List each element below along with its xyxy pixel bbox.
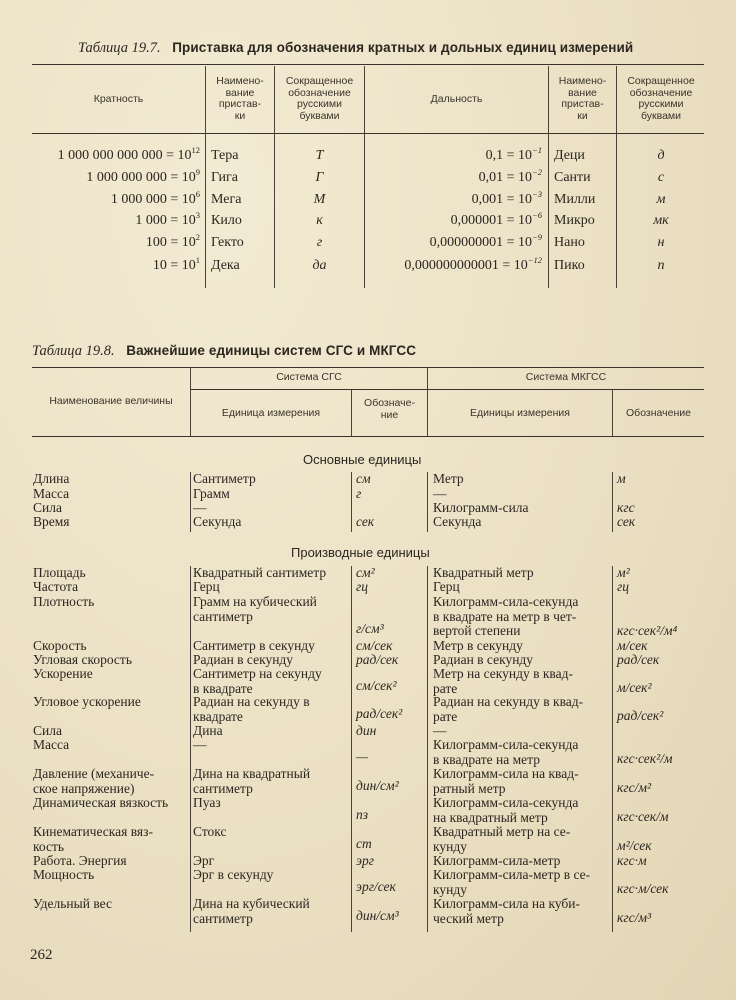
table-19-8-top-rule: [32, 367, 704, 368]
fraction-value: 0,000000001 = 10: [429, 235, 532, 250]
mkgss-unit: Квадратный метр на се- кунду: [433, 824, 571, 854]
prefix-abbr-2-cell: [617, 170, 705, 186]
cgs-unit: Дина: [193, 723, 223, 738]
mkgss-symbol: кгс/м³: [617, 910, 651, 925]
section-basic-units: Основные единицы: [303, 452, 422, 467]
fraction-exponent: −1: [532, 145, 542, 155]
fraction-exponent: −3: [532, 189, 542, 199]
quantity-name: Масса: [33, 737, 70, 752]
mkgss-symbol: рад/сек²: [617, 708, 664, 723]
multiplicity-exponent: 1: [195, 255, 200, 265]
fraction-cell: [360, 210, 542, 229]
mkgss-symbol: кгс·м: [617, 853, 647, 868]
prefix-abbreviation: Т: [315, 148, 324, 163]
fraction-value: 0,001 = 10: [471, 192, 532, 207]
cgs-unit: Дина на кубический сантиметр: [193, 896, 310, 926]
prefix-name: Дека: [211, 258, 240, 273]
cgs-unit: Эрг: [193, 853, 215, 868]
quantity-name: Сила: [33, 723, 62, 738]
cgs-unit: Сантиметр: [193, 471, 256, 486]
mkgss-symbol: кгс/м²: [617, 780, 651, 795]
table-19-7-label: Таблица 19.7.: [78, 40, 161, 56]
cgs-unit: Радиан в секунду: [193, 652, 294, 667]
fraction-value: 0,1 = 10: [485, 148, 532, 163]
prefix-name-2-cell: [554, 148, 585, 164]
mkgss-unit: Килограмм-сила-метр: [433, 853, 561, 868]
prefix-abbr-cell: [275, 258, 364, 274]
cgs-symbol: см/сек: [356, 638, 393, 653]
prefix-abbr-2-cell: [617, 258, 705, 274]
multiplicity-value: 1 000 = 10: [135, 213, 196, 228]
header-mkgss-unit: Единицы измерения: [470, 407, 570, 419]
multiplicity-cell: [20, 167, 200, 186]
header-fraction: Дальность: [430, 93, 483, 105]
prefix-abbreviation-2: с: [657, 170, 665, 185]
prefix-name-2-cell: [554, 170, 591, 186]
table-19-7-top-rule: [32, 64, 704, 65]
fraction-exponent: −9: [532, 232, 542, 242]
mkgss-unit: Килограмм-сила на квад- ратный метр: [433, 766, 579, 796]
mkgss-unit: —: [433, 486, 447, 501]
prefix-name-2: Деци: [554, 148, 585, 163]
cgs-symbol: г: [356, 486, 362, 501]
prefix-abbreviation-2: м: [656, 192, 666, 207]
multiplicity-exponent: 3: [195, 210, 200, 220]
prefix-abbreviation: к: [316, 213, 323, 228]
table-19-7-header-rule: [32, 133, 704, 134]
quantity-name: Длина: [33, 471, 70, 486]
prefix-name-cell: [211, 148, 238, 164]
prefix-name-2-cell: [554, 235, 585, 251]
fraction-cell: [360, 255, 542, 274]
fraction-exponent: −2: [532, 167, 542, 177]
quantity-name: Время: [33, 514, 70, 529]
cgs-unit: Пуаз: [193, 795, 221, 810]
mkgss-symbol: кгс·м/сек: [617, 881, 669, 896]
cgs-unit: Сантиметр на секунду в квадрате: [193, 666, 322, 696]
cgs-unit: Квадратный сантиметр: [193, 565, 327, 580]
mkgss-unit: Радиан в секунду: [433, 652, 534, 667]
mkgss-unit: Герц: [433, 579, 460, 594]
table-19-8-divider: [427, 472, 428, 532]
cgs-unit: Радиан на секунду в квадрате: [193, 694, 310, 724]
quantity-name: Плотность: [33, 594, 95, 609]
prefix-abbreviation-2: мк: [653, 213, 669, 228]
cgs-symbol: эрг/сек: [356, 879, 396, 894]
table-19-8-divider: [190, 472, 191, 532]
page-number: 262: [30, 947, 53, 963]
mkgss-symbol: м/сек: [617, 638, 648, 653]
cgs-symbol: см/сек²: [356, 678, 397, 693]
cgs-symbol: дин: [356, 723, 377, 738]
mkgss-unit: Килограмм-сила-секунда в квадрате на метр в чет- вертой степени: [433, 594, 579, 638]
cgs-symbol: г/см³: [356, 621, 384, 636]
cgs-unit: —: [193, 737, 207, 752]
multiplicity-exponent: 6: [195, 189, 200, 199]
cgs-symbol: —: [356, 749, 369, 764]
multiplicity-exponent: 9: [195, 167, 200, 177]
header-abbreviation: Сокращенное обозначение русскими буквами: [285, 75, 354, 122]
quantity-name: Сила: [33, 500, 62, 515]
quantity-name: Скорость: [33, 638, 87, 653]
prefix-abbr-cell: [275, 170, 364, 186]
cgs-symbol: эрг: [356, 853, 374, 868]
table-19-8-divider: [190, 566, 191, 932]
prefix-abbreviation: да: [312, 258, 327, 273]
fraction-cell: [360, 232, 542, 251]
fraction-value: 0,01 = 10: [478, 170, 532, 185]
cgs-symbol: ст: [356, 836, 372, 851]
header-prefix-name-2: Наимено- вание пристав- ки: [558, 75, 607, 122]
cgs-symbol: рад/сек: [356, 652, 399, 667]
prefix-name-cell: [211, 235, 244, 251]
prefix-name: Гига: [211, 170, 239, 185]
multiplicity-value: 1 000 000 = 10: [110, 192, 196, 207]
fraction-exponent: −6: [532, 210, 542, 220]
cgs-symbol: сек: [356, 514, 375, 529]
prefix-name-2-cell: [554, 258, 585, 274]
cgs-unit: Грамм на кубический сантиметр: [193, 594, 317, 624]
table-19-7-title: Приставка для обозначения кратных и дольных единиц измерений: [172, 40, 634, 55]
prefix-abbr-cell: [275, 192, 364, 208]
fraction-value: 0,000001 = 10: [450, 213, 532, 228]
mkgss-unit: Радиан на секунду в квад- рате: [433, 694, 584, 724]
fraction-cell: [360, 145, 542, 164]
cgs-unit: —: [193, 500, 207, 515]
header-cgs-unit: Единица измерения: [221, 407, 321, 419]
mkgss-unit: Метр: [433, 471, 464, 486]
prefix-name-cell: [211, 170, 238, 186]
header-cgs-system: Система СГС: [276, 371, 342, 383]
cgs-unit: Сантиметр в секунду: [193, 638, 315, 653]
quantity-name: Кинематическая вяз- кость: [33, 824, 153, 854]
mkgss-unit: Килограмм-сила-секунда в квадрате на метр: [433, 737, 579, 767]
cgs-symbol: гц: [356, 579, 369, 594]
header-prefix-name: Наимено- вание пристав- ки: [216, 75, 264, 122]
quantity-name: Удельный вес: [33, 896, 112, 911]
mkgss-symbol: рад/сек: [617, 652, 660, 667]
prefix-name-cell: [211, 258, 240, 274]
header-multiplicity: Кратность: [93, 93, 144, 105]
table-19-8-title: Важнейшие единицы систем СГС и МКГСС: [126, 343, 417, 358]
table-19-8-label: Таблица 19.8.: [32, 343, 115, 359]
prefix-name: Мега: [211, 192, 242, 207]
multiplicity-value: 1 000 000 000 = 10: [86, 170, 196, 185]
quantity-name: Ускорение: [33, 666, 93, 681]
cgs-unit: Герц: [193, 579, 220, 594]
prefix-abbr-2-cell: [617, 192, 705, 208]
prefix-abbr-cell: [275, 148, 364, 164]
quantity-name: Площадь: [33, 565, 86, 580]
table-19-7-caption: [78, 40, 633, 57]
cgs-unit: Стокс: [193, 824, 227, 839]
prefix-abbreviation: М: [313, 192, 326, 207]
prefix-abbreviation-2: д: [657, 148, 665, 163]
quantity-name: Угловая скорость: [33, 652, 132, 667]
cgs-symbol: см²: [356, 565, 375, 580]
multiplicity-exponent: 12: [191, 145, 200, 155]
multiplicity-value: 1 000 000 000 000 = 10: [57, 148, 192, 163]
table-19-8-divider: [612, 472, 613, 532]
prefix-abbreviation-2: п: [657, 258, 665, 273]
cgs-symbol: пз: [356, 807, 369, 822]
mkgss-unit: Килограмм-сила-метр в се- кунду: [433, 867, 591, 897]
cgs-symbol: дин/см³: [356, 908, 399, 923]
multiplicity-value: 10 = 10: [152, 258, 196, 273]
table-19-8-divider: [427, 566, 428, 932]
mkgss-unit: —: [433, 723, 447, 738]
prefix-name-2: Санти: [554, 170, 591, 185]
table-19-8-caption: [32, 343, 416, 360]
prefix-abbreviation: г: [316, 235, 323, 250]
table-19-8-subheader-rule: [190, 389, 704, 390]
prefix-name-2-cell: [554, 192, 595, 208]
mkgss-unit: Секунда: [433, 514, 482, 529]
prefix-name-2: Нано: [554, 235, 585, 250]
section-derived-units: Производные единицы: [291, 545, 430, 560]
cgs-symbol: рад/сек²: [356, 706, 403, 721]
quantity-name: Работа. Энергия: [33, 853, 127, 868]
prefix-name-cell: [211, 192, 241, 208]
table-19-8-divider: [351, 566, 352, 932]
prefix-abbr-2-cell: [617, 148, 705, 164]
mkgss-symbol: м²: [617, 565, 630, 580]
header-quantity: Наименование величины: [49, 395, 173, 407]
prefix-name: Тера: [211, 148, 239, 163]
multiplicity-cell: [20, 255, 200, 274]
quantity-name: Частота: [33, 579, 79, 594]
mkgss-unit: Квадратный метр: [433, 565, 534, 580]
mkgss-symbol: гц: [617, 579, 630, 594]
mkgss-unit: Килограмм-сила-секунда на квадратный метр: [433, 795, 579, 825]
mkgss-symbol: сек: [617, 514, 636, 529]
cgs-unit: Эрг в секунду: [193, 867, 274, 882]
multiplicity-cell: [20, 145, 200, 164]
prefix-name-2-cell: [554, 213, 595, 229]
prefix-name-cell: [211, 213, 242, 229]
prefix-abbreviation: Г: [315, 170, 324, 185]
fraction-exponent: −12: [527, 255, 542, 265]
multiplicity-value: 100 = 10: [145, 235, 196, 250]
mkgss-symbol: м: [617, 471, 626, 486]
mkgss-symbol: кгс·сек²/м⁴: [617, 623, 678, 638]
prefix-name-2: Микро: [554, 213, 595, 228]
cgs-unit: Грамм: [193, 486, 230, 501]
quantity-name: Масса: [33, 486, 70, 501]
fraction-cell: [360, 167, 542, 186]
mkgss-unit: Метр в секунду: [433, 638, 523, 653]
mkgss-unit: Метр на секунду в квад- рате: [433, 666, 573, 696]
prefix-abbr-cell: [275, 235, 364, 251]
header-mkgss-symbol: Обозначение: [626, 407, 691, 419]
table-19-8-divider: [351, 472, 352, 532]
mkgss-symbol: кгс: [617, 500, 635, 515]
prefix-abbr-cell: [275, 213, 364, 229]
quantity-name: Угловое ускорение: [33, 694, 141, 709]
prefix-abbr-2-cell: [617, 213, 705, 229]
mkgss-symbol: кгс·сек/м: [617, 809, 669, 824]
multiplicity-cell: [20, 210, 200, 229]
prefix-abbr-2-cell: [617, 235, 705, 251]
header-cgs-symbol: Обозначе- ние: [364, 397, 415, 421]
mkgss-symbol: м²/сек: [617, 838, 652, 853]
multiplicity-cell: [20, 232, 200, 251]
table-19-8-header-rule: [32, 436, 704, 437]
prefix-name: Кило: [211, 213, 242, 228]
cgs-symbol: дин/см²: [356, 778, 399, 793]
quantity-name: Мощность: [33, 867, 95, 882]
mkgss-symbol: м/сек²: [617, 680, 652, 695]
cgs-symbol: см: [356, 471, 371, 486]
cgs-unit: Секунда: [193, 514, 242, 529]
mkgss-unit: Килограмм-сила: [433, 500, 529, 515]
quantity-name: Динамическая вязкость: [33, 795, 169, 810]
cgs-unit: Дина на квадратный сантиметр: [193, 766, 311, 796]
table-19-8-divider: [612, 566, 613, 932]
prefix-name-2: Пико: [554, 258, 585, 273]
mkgss-symbol: кгс·сек²/м: [617, 751, 673, 766]
prefix-name: Гекто: [211, 235, 244, 250]
multiplicity-cell: [20, 189, 200, 208]
fraction-value: 0,000000000001 = 10: [404, 258, 528, 273]
header-mkgss-system: Система МКГСС: [525, 371, 607, 383]
prefix-name-2: Милли: [554, 192, 596, 207]
prefix-abbreviation-2: н: [657, 235, 665, 250]
fraction-cell: [360, 189, 542, 208]
mkgss-unit: Килограмм-сила на куби- ческий метр: [433, 896, 581, 926]
header-abbreviation-2: Сокращенное обозначение русскими буквами: [627, 75, 695, 122]
quantity-name: Давление (механиче- ское напряжение): [33, 766, 155, 796]
multiplicity-exponent: 2: [195, 232, 200, 242]
